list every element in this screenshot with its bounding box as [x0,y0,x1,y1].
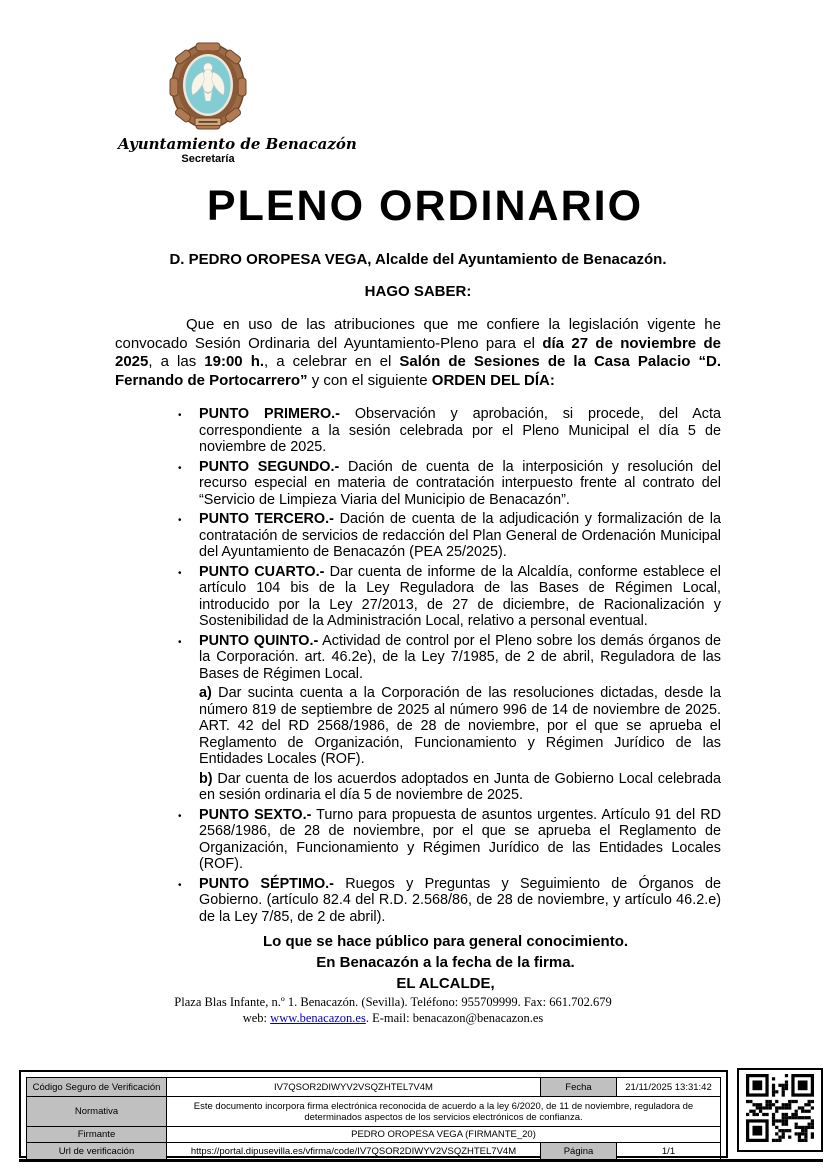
orden-del-dia-label: ORDEN DEL DÍA: [431,371,555,389]
address-line-2: web: www.benacazon.es. E-mail: benacazon@benacazon.es [242,1010,544,1025]
normativa-label: Normativa [27,1097,167,1127]
agenda-list [115,406,721,925]
pagina-value: 1/1 [617,1143,721,1160]
hago-saber-heading: HAGO SABER: [364,283,472,300]
session-time: 19:00 h. [204,353,265,370]
agenda-item-3 [115,511,721,561]
session-date: día 27 de noviembre de 2025 [115,334,721,370]
page-title: PLENO ORDINARIO [206,182,644,230]
footer-address [115,995,721,1026]
fecha-value: 21/11/2025 13:31:42 [617,1078,721,1097]
agenda-item-label: PUNTO QUINTO.- [199,632,319,649]
csv-label: Código Seguro de Verificación [27,1078,167,1097]
agenda-item-label: PUNTO SÉPTIMO.- [199,875,334,892]
normativa-value: Este documento incorpora firma electrónica reconocida de acuerdo a la ley 6/2020, de 11 de noviembre, reguladora de determinados aspectos de los servicios electrónicos de confianza. [167,1097,721,1127]
address-line-1: Plaza Blas Infante, n.º 1. Benacazón. (Sevilla). Teléfono: 955709999. Fax: 661.702.679 [174,995,612,1009]
header-logo-block [118,42,357,166]
verification-frame [19,1070,728,1158]
url-label: Url de verificación [27,1143,167,1160]
agenda-item-label: PUNTO SEXTO.- [199,806,312,823]
agenda-item-text: Dación de cuenta de la interposición y resolución del recurso especial en materia de contratación interpuesto frente al contrato del “Servicio de Limpieza Viaria del Municipio de Benacazón”. [199,458,721,508]
mayor-line: D. PEDRO OROPESA VEGA, Alcalde del Ayuntamiento de Benacazón. [169,251,667,268]
agenda-item-text: Dación de cuenta de la adjudicación y formalización de la contratación de servicios de redacción del Plan General de Ordenación Municipal del Ayuntamiento de Benacazón (PEA 25/2025). [199,511,721,560]
website-link[interactable]: www.benacazon.es [270,1010,366,1025]
subitem-text: Dar sucinta cuenta a la Corporación de las resoluciones dictadas, desde la número 819 de septiembre de 2025 al número 996 de 14 de noviembre de 2025. ART. 42 del RD 2568/1986, de 28 de noviembre, por el que se aprueba el Reglamento de Organización, Funcionamiento y Régimen Jurídico de las Entidades Locales (ROF). [199,685,721,767]
subitem-label: a) [199,685,212,701]
bottom-rule [19,1159,823,1162]
agenda-item-6 [115,807,721,873]
department-name: Secretaría [181,153,235,165]
agenda-item-label: PUNTO CUARTO.- [199,563,325,580]
agenda-item-7 [115,876,721,926]
csv-value: IV7QSOR2DIWYV2VSQZHTEL7V4M [167,1078,541,1097]
pagina-label: Página [541,1143,617,1160]
agenda-item-4 [115,564,721,630]
document-body [115,184,721,1026]
closing-line-2: En Benacazón a la fecha de la firma. [316,954,575,971]
url-value: https://portal.dipusevilla.es/vfirma/code/IV7QSOR2DIWYV2VSQZHTEL7V4M [167,1143,541,1160]
closing-line-3: EL ALCALDE, [396,975,495,992]
agenda-subitem-b [199,771,721,804]
qr-code-icon [746,1074,814,1147]
fecha-label: Fecha [541,1078,617,1097]
agenda-item-text: Turno para propuesta de asuntos urgentes. Artículo 91 del RD 2568/1986, de 28 de noviembre, por el que se aprueba el Reglamento de Organización, Funcionamiento y Régimen Jurídico de las Entidades Locales (ROF). [199,806,721,872]
firmante-label: Firmante [27,1127,167,1143]
org-name: Ayuntamiento de Benacazón [118,135,357,153]
firmante-value: PEDRO OROPESA VEGA (FIRMANTE_20) [167,1127,721,1143]
closing-line-1: Lo que se hace público para general conocimiento. [262,933,629,950]
closing-block [115,931,721,994]
agenda-item-text: Actividad de control por el Pleno sobre los demás órganos de la Corporación. art. 46.2e), de la Ley 7/1985, de 2 de abril, Reguladora de las Bases de Régimen Local. [199,632,721,682]
agenda-item-label: PUNTO TERCERO.- [199,511,334,527]
agenda-item-text: Dar cuenta de informe de la Alcaldía, conforme establece el artículo 104 bis de la Ley Reguladora de las Bases de Régimen Local, introducido por la Ley 27/2013, de 27 de diciembre, de Racionalización y Sostenibilidad de la Administración Local, relativo a personal eventual. [199,563,721,629]
agenda-item-label: PUNTO SEGUNDO.- [199,458,340,475]
agenda-item-text: Ruegos y Preguntas y Seguimiento de Órganos de Gobierno. (artículo 82.4 del R.D. 2.568/86, de 28 de noviembre, y artículo 46.2.e) de la Ley 7/85, de 2 de abril). [199,875,721,925]
agenda-item-1 [115,406,721,456]
qr-code-box [737,1068,823,1152]
subitem-text: Dar cuenta de los acuerdos adoptados en Junta de Gobierno Local celebrada en sesión ordinaria el día 5 de noviembre de 2025. [199,770,721,803]
benacazon-coat-of-arms-icon [169,42,247,132]
intro-text: Que en uso de las atribuciones que me confiere la legislación vigente he convocado Sesión Ordinaria del Ayuntamiento-Pleno para el [115,316,721,352]
agenda-item-text: Observación y aprobación, si procede, del Acta correspondiente a la sesión celebrada por el Pleno Municipal el día 5 de noviembre de 2025. [199,406,722,455]
session-place: Salón de Sesiones de la Casa Palacio “D. Fernando de Portocarrero” [115,353,721,389]
agenda-item-label: PUNTO PRIMERO.- [199,406,340,422]
agenda-subitem-a [199,685,721,768]
intro-paragraph: Que en uso de las atribuciones que me confiere la legislación vigente he convocado Sesión Ordinaria del Ayuntamiento-Pleno para el día 27 de noviembre de 2025, a las 19:00 h., a celebrar en el Salón de Sesiones de la Casa Palacio “D. Fernando de Portocarrero” y con el siguiente ORDEN DEL DÍA: [115,316,721,389]
subitem-label: b) [199,770,213,787]
agenda-item-2 [115,459,721,509]
agenda-item-5 [115,633,721,683]
verification-table [26,1077,721,1160]
